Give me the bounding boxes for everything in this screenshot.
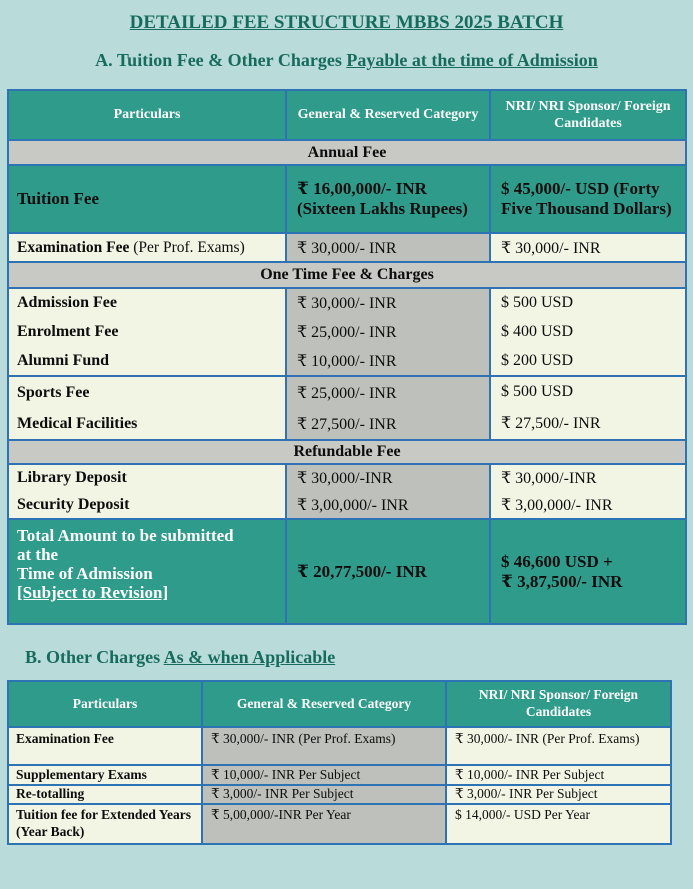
fee-group-one-time xyxy=(9,287,685,375)
table-row-re-totalling xyxy=(9,784,670,803)
row-value-general: ₹ 3,000/- INR Per Subject xyxy=(201,786,445,803)
table-row-examination-fee xyxy=(9,726,670,764)
fee-value-sports-general: ₹ 25,000/- INR xyxy=(297,384,397,402)
fee-label-tuition: Tuition Fee xyxy=(17,189,100,208)
fee-group1-nri-values xyxy=(489,289,685,375)
page-title xyxy=(0,0,693,34)
fee-group2-labels xyxy=(9,377,285,439)
fee-label-medical: Medical Facilities xyxy=(17,414,138,432)
row-value-general: ₹ 5,00,000/-INR Per Year xyxy=(201,805,445,843)
total-nri-line1: $ 46,600 USD + xyxy=(501,551,613,571)
fee-value-sports-nri: $ 500 USD xyxy=(501,383,574,400)
fee-value-admission-general: ₹ 30,000/- INR xyxy=(297,295,397,313)
table-a-header-particulars: Particulars xyxy=(9,91,285,139)
fee-value-medical-nri: ₹ 27,500/- INR xyxy=(501,415,601,432)
fee-group3-general-values xyxy=(285,465,489,518)
fee-value-total-general: ₹ 20,77,500/- INR xyxy=(285,520,489,623)
row-label: Supplementary Exams xyxy=(9,766,201,784)
table-a-header-general: General & Reserved Category xyxy=(285,91,489,139)
fee-label-examination-suffix: (Per Prof. Exams) xyxy=(129,238,245,256)
fee-label-admission: Admission Fee xyxy=(17,294,117,312)
section-row-refundable xyxy=(9,439,685,463)
section-b-prefix: B. Other Charges xyxy=(25,647,164,667)
fee-value-total-nri xyxy=(489,520,685,623)
page-title-text: DETAILED FEE STRUCTURE MBBS 2025 BATCH xyxy=(129,12,564,33)
fee-label-security-deposit: Security Deposit xyxy=(17,495,130,513)
fee-label-examination xyxy=(9,234,285,261)
section-b-heading xyxy=(25,647,693,668)
fee-value-tuition-nri: $ 45,000/- USD (Forty Five Thousand Dollars) xyxy=(489,166,685,232)
fee-value-library-nri: ₹ 30,000/-INR xyxy=(501,470,597,488)
section-row-annual-fee xyxy=(9,139,685,164)
table-b-header-nri: NRI/ NRI Sponsor/ Foreign Candidates xyxy=(445,682,670,726)
total-label-line3: Time of Admission xyxy=(17,564,153,583)
row-label: Examination Fee xyxy=(9,728,201,764)
fee-table-admission xyxy=(7,89,687,625)
section-row-one-time xyxy=(9,261,685,287)
row-value-nri: ₹ 10,000/- INR Per Subject xyxy=(445,766,670,784)
fee-value-security-general: ₹ 3,00,000/- INR xyxy=(297,496,409,514)
section-label-annual-fee: Annual Fee xyxy=(9,141,685,164)
fee-value-medical-general: ₹ 27,500/- INR xyxy=(297,415,397,433)
fee-label-alumni: Alumni Fund xyxy=(17,351,110,369)
fee-value-security-nri: ₹ 3,00,000/- INR xyxy=(501,496,613,514)
fee-label-library-deposit: Library Deposit xyxy=(17,469,127,487)
fee-label-enrolment: Enrolment Fee xyxy=(17,322,119,340)
fee-group1-labels xyxy=(9,289,285,375)
fee-label-sports: Sports Fee xyxy=(17,383,90,401)
fee-group1-general-values xyxy=(285,289,489,375)
table-a-header-nri: NRI/ NRI Sponsor/ Foreign Candidates xyxy=(489,91,685,139)
fee-group2-general-values xyxy=(285,377,489,439)
total-label-line4: [Subject to Revision] xyxy=(17,583,169,602)
row-value-nri: ₹ 3,000/- INR Per Subject xyxy=(445,786,670,803)
fee-value-admission-nri: $ 500 USD xyxy=(501,294,574,312)
section-a-prefix: A. Tuition Fee & Other Charges xyxy=(95,50,347,70)
table-b-header-row xyxy=(9,682,670,726)
fee-row-total xyxy=(9,518,685,623)
fee-value-tuition-general: ₹ 16,00,000/- INR (Sixteen Lakhs Rupees) xyxy=(285,166,489,232)
fee-label-examination-main: Examination Fee xyxy=(17,238,130,256)
row-value-nri: $ 14,000/- USD Per Year xyxy=(445,805,670,843)
fee-table-other-charges xyxy=(7,680,672,845)
fee-group-deposits xyxy=(9,463,685,518)
row-value-general: ₹ 10,000/- INR Per Subject xyxy=(201,766,445,784)
table-row-extended-years xyxy=(9,803,670,843)
fee-row-examination xyxy=(9,232,685,261)
fee-value-alumni-nri: $ 200 USD xyxy=(501,351,574,369)
fee-value-library-general: ₹ 30,000/-INR xyxy=(297,470,393,488)
total-nri-line2: ₹ 3,87,500/- INR xyxy=(501,571,623,591)
fee-value-enrolment-nri: $ 400 USD xyxy=(501,322,574,340)
fee-group2-nri-values xyxy=(489,377,685,439)
table-a-header-row xyxy=(9,91,685,139)
table-b-header-particulars: Particulars xyxy=(9,682,201,726)
fee-value-alumni-general: ₹ 10,000/- INR xyxy=(297,352,397,370)
table-b-header-general: General & Reserved Category xyxy=(201,682,445,726)
fee-group3-labels xyxy=(9,465,285,518)
total-label-line1: Total Amount to be submitted xyxy=(17,526,234,545)
section-label-refundable: Refundable Fee xyxy=(9,441,685,463)
fee-row-tuition xyxy=(9,164,685,232)
fee-value-examination-general: ₹ 30,000/- INR xyxy=(285,234,489,261)
fee-value-examination-nri: ₹ 30,000/- INR xyxy=(489,234,685,261)
fee-group-sports-medical xyxy=(9,375,685,439)
section-a-underlined: Payable at the time of Admission xyxy=(346,50,598,70)
section-a-heading xyxy=(0,50,693,71)
fee-group3-nri-values xyxy=(489,465,685,518)
fee-value-enrolment-general: ₹ 25,000/- INR xyxy=(297,323,397,341)
section-b-underlined: As & when Applicable xyxy=(163,647,336,667)
row-value-general: ₹ 30,000/- INR (Per Prof. Exams) xyxy=(201,728,445,764)
section-label-one-time: One Time Fee & Charges xyxy=(9,263,685,287)
row-value-nri: ₹ 30,000/- INR (Per Prof. Exams) xyxy=(445,728,670,764)
row-label: Tuition fee for Extended Years (Year Back) xyxy=(9,805,201,843)
row-label: Re-totalling xyxy=(9,786,201,803)
fee-label-total xyxy=(9,520,285,623)
table-row-supplementary-exams xyxy=(9,764,670,784)
total-label-line2: at the xyxy=(17,545,59,564)
